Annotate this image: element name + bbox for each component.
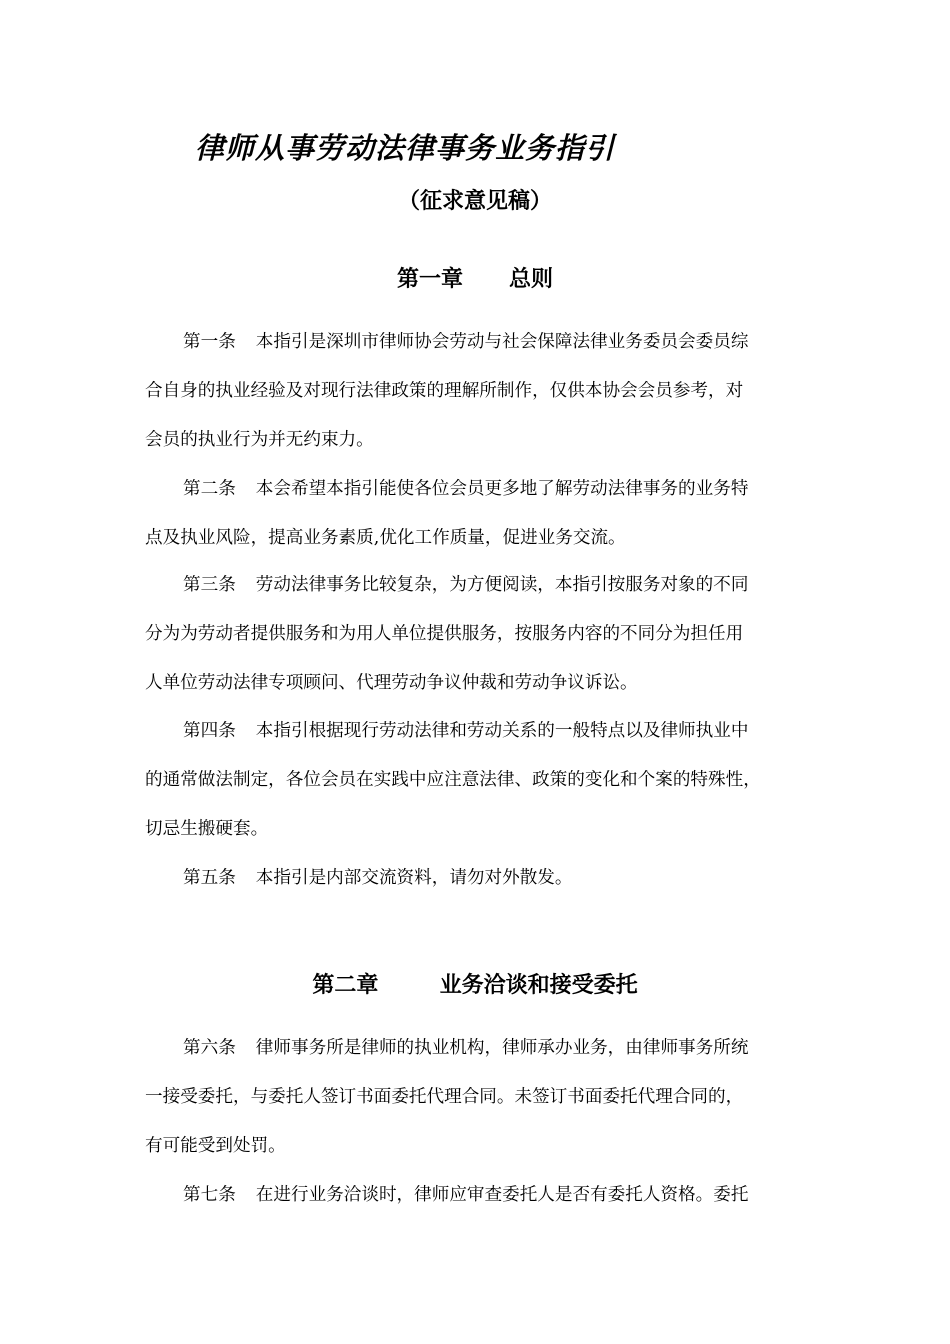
article-line <box>145 1171 825 1220</box>
article-text: 在进行业务洽谈时，律师应审查委托人是否有委托人资格。委托 <box>255 1185 749 1205</box>
article-label: 第三条 <box>183 575 236 595</box>
article-6 <box>145 1024 825 1171</box>
article-line: 切忌生搬硬套。 <box>145 819 269 839</box>
chapter-heading-1: 第一章 总则 <box>397 266 553 292</box>
article-line: 的通常做法制定，各位会员在实践中应注意法律、政策的变化和个案的特殊性， <box>145 770 761 790</box>
article-label: 第五条 <box>183 868 236 888</box>
article-3 <box>145 561 825 708</box>
article-line: 点及执业风险，提高业务素质,优化工作质量，促进业务交流。 <box>145 528 626 548</box>
chapter-heading-2: 第二章 业务洽谈和接受委托 <box>312 972 638 998</box>
article-text: 本指引根据现行劳动法律和劳动关系的一般特点以及律师执业中 <box>255 721 749 741</box>
article-line <box>145 1024 825 1073</box>
document-title: 律师从事劳动法律事务业务指引 <box>195 131 616 165</box>
article-line: 会员的执业行为并无约束力。 <box>145 430 374 450</box>
document-subtitle: （征求意见稿） <box>397 188 552 214</box>
article-2 <box>145 465 825 563</box>
article-line: 人单位劳动法律专项顾问、代理劳动争议仲裁和劳动争议诉讼。 <box>145 673 638 693</box>
article-text: 本指引是内部交流资料，请勿对外散发。 <box>255 868 573 888</box>
article-text: 本会希望本指引能使各位会员更多地了解劳动法律事务的业务特 <box>255 479 749 499</box>
article-4 <box>145 707 825 854</box>
article-line <box>145 707 825 756</box>
article-text: 本指引是深圳市律师协会劳动与社会保障法律业务委员会委员综 <box>255 332 749 352</box>
article-line: 分为为劳动者提供服务和为用人单位提供服务，按服务内容的不同分为担任用 <box>145 624 744 644</box>
article-label: 第六条 <box>183 1038 236 1058</box>
article-1 <box>145 318 825 465</box>
article-line: 一接受委托，与委托人签订书面委托代理合同。未签订书面委托代理合同的， <box>145 1087 744 1107</box>
article-line <box>145 854 825 903</box>
article-line: 合自身的执业经验及对现行法律政策的理解所制作，仅供本协会会员参考，对 <box>145 381 744 401</box>
article-text: 律师事务所是律师的执业机构，律师承办业务，由律师事务所统 <box>255 1038 749 1058</box>
article-label: 第二条 <box>183 479 236 499</box>
article-line: 有可能受到处罚。 <box>145 1136 286 1156</box>
article-label: 第四条 <box>183 721 236 741</box>
article-label: 第七条 <box>183 1185 236 1205</box>
article-line <box>145 318 825 367</box>
article-label: 第一条 <box>183 332 236 352</box>
article-line <box>145 561 825 610</box>
article-text: 劳动法律事务比较复杂，为方便阅读，本指引按服务对象的不同 <box>255 575 749 595</box>
article-7 <box>145 1171 825 1220</box>
article-line <box>145 465 825 514</box>
article-5 <box>145 854 825 903</box>
